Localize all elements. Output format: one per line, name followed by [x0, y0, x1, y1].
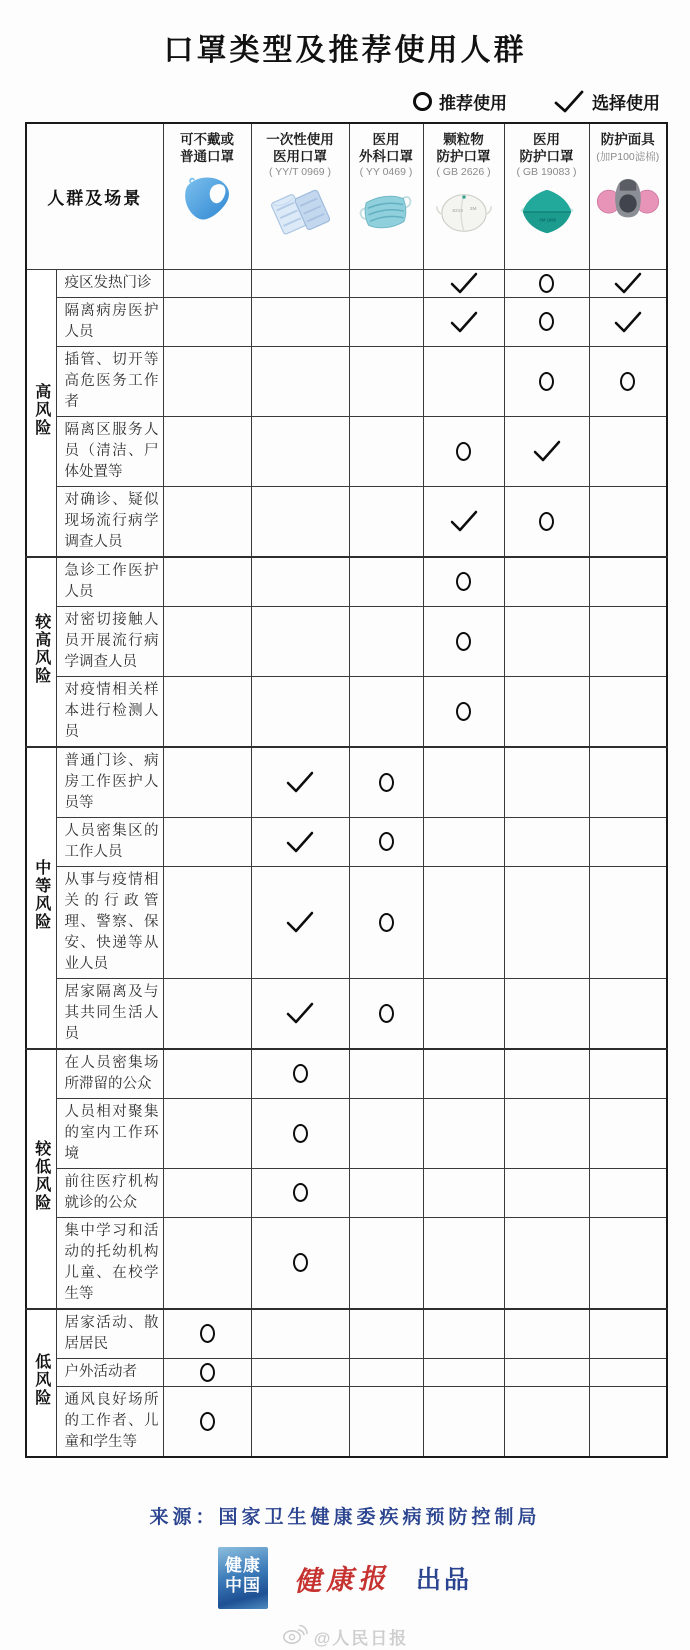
recommended-circle-icon	[293, 1124, 308, 1143]
mark-cell	[349, 676, 423, 747]
table-row	[26, 297, 667, 346]
mark-cell	[163, 866, 251, 978]
risk-group-text: 低风险	[32, 1353, 50, 1407]
table-row	[26, 346, 667, 416]
recommended-circle-icon	[456, 442, 471, 461]
mask-table-wrap	[25, 122, 666, 1458]
mark-cell	[251, 1049, 349, 1099]
mark-cell	[504, 346, 589, 416]
mark-cell	[349, 1358, 423, 1386]
surgical-mask-image	[356, 185, 416, 239]
mark-cell	[163, 297, 251, 346]
optional-check-icon	[532, 442, 562, 459]
column-mask-image-wrap	[165, 170, 250, 228]
risk-group-label-4	[26, 1309, 56, 1457]
column-title-line: 一次性使用	[266, 132, 334, 147]
mark-cell	[504, 1217, 589, 1309]
corner-header: 人群及场景	[26, 123, 163, 269]
mark-cell	[163, 606, 251, 676]
scenario-cell: 人员密集区的工作人员	[56, 817, 163, 866]
mark-cell	[589, 486, 667, 557]
mark-cell	[251, 1098, 349, 1168]
mark-cell	[251, 416, 349, 486]
scenario-cell: 居家隔离及与其共同生活人员	[56, 978, 163, 1049]
mark-cell	[589, 269, 667, 297]
mark-cell	[163, 1049, 251, 1099]
column-title-line: 防护面具	[600, 132, 655, 147]
recommended-circle-icon	[413, 92, 432, 111]
scenario-cell: 急诊工作医护人员	[56, 557, 163, 607]
mark-cell	[349, 557, 423, 607]
column-standard: ( YY/T 0969 )	[268, 166, 332, 178]
scenario-cell: 对确诊、疑似现场流行病学调查人员	[56, 486, 163, 557]
mark-cell	[251, 676, 349, 747]
mark-cell	[163, 1386, 251, 1457]
column-title-line: 医用口罩	[273, 149, 327, 164]
weibo-icon	[282, 1623, 308, 1650]
column-title-line: 普通口罩	[180, 149, 234, 164]
mark-cell	[589, 346, 667, 416]
risk-group-text: 高风险	[32, 383, 50, 437]
mark-cell	[251, 557, 349, 607]
scenario-cell: 对密切接触人员开展流行病学调查人员	[56, 606, 163, 676]
table-row	[26, 1098, 667, 1168]
recommended-circle-icon	[293, 1064, 308, 1083]
mark-cell	[251, 606, 349, 676]
recommended-circle-icon	[379, 913, 394, 932]
mark-cell	[423, 1358, 504, 1386]
health-china-logo: 健康中国	[218, 1547, 268, 1609]
mark-cell	[589, 557, 667, 607]
column-header-cloth-mask	[163, 123, 251, 269]
mark-cell	[251, 297, 349, 346]
table-row	[26, 416, 667, 486]
mark-cell	[251, 747, 349, 818]
recommended-circle-icon	[539, 512, 554, 531]
mark-cell	[423, 269, 504, 297]
table-row	[26, 676, 667, 747]
mark-cell	[423, 817, 504, 866]
column-title	[253, 131, 348, 165]
mark-cell	[349, 1386, 423, 1457]
scenario-cell: 从事与疫情相关的行政管理、警察、保安、快递等从业人员	[56, 866, 163, 978]
optional-check-icon	[285, 773, 315, 790]
column-title-line: 颗粒物	[443, 132, 484, 147]
mark-cell	[589, 1049, 667, 1099]
table-row	[26, 747, 667, 818]
scenario-cell: 对疫情相关样本进行检测人员	[56, 676, 163, 747]
mark-cell	[589, 866, 667, 978]
table-row	[26, 1386, 667, 1457]
mark-cell	[504, 1358, 589, 1386]
particulate-respirator-image	[433, 185, 495, 239]
scenario-cell: 普通门诊、病房工作医护人员等	[56, 747, 163, 818]
column-title-line: 防护口罩	[436, 149, 491, 164]
mark-cell	[251, 1358, 349, 1386]
mark-cell	[589, 416, 667, 486]
mark-cell	[589, 676, 667, 747]
table-row	[26, 866, 667, 978]
mark-cell	[163, 1217, 251, 1309]
mark-cell	[423, 416, 504, 486]
recommended-circle-icon	[456, 632, 471, 651]
scenario-cell: 前往医疗机构就诊的公众	[56, 1168, 163, 1217]
mark-cell	[504, 1049, 589, 1099]
legend-optional	[553, 89, 660, 114]
table-row	[26, 557, 667, 607]
mark-cell	[163, 1358, 251, 1386]
mark-cell	[349, 1309, 423, 1359]
mark-cell	[589, 297, 667, 346]
recommended-circle-icon	[539, 312, 554, 331]
mark-cell	[423, 606, 504, 676]
mark-cell	[163, 1168, 251, 1217]
mark-cell	[251, 1386, 349, 1457]
mark-cell	[349, 486, 423, 557]
mark-cell	[589, 1168, 667, 1217]
column-mask-image-wrap	[351, 183, 422, 241]
recommended-circle-icon	[620, 372, 635, 391]
scenario-cell: 隔离区服务人员（清洁、尸体处置等	[56, 416, 163, 486]
optional-check-icon	[449, 313, 479, 330]
mark-cell	[163, 978, 251, 1049]
recommended-circle-icon	[456, 572, 471, 591]
disposable-medical-mask-image	[267, 185, 333, 239]
table-row	[26, 1217, 667, 1309]
footer-logos	[0, 1547, 690, 1609]
mark-cell	[423, 747, 504, 818]
mark-cell	[251, 346, 349, 416]
mark-cell	[349, 297, 423, 346]
mark-cell	[589, 978, 667, 1049]
table-header-row	[26, 123, 667, 269]
mark-cell	[349, 978, 423, 1049]
column-header-disposable-medical-mask	[251, 123, 349, 269]
mark-cell	[163, 1309, 251, 1359]
recommended-circle-icon	[379, 1004, 394, 1023]
table-row	[26, 817, 667, 866]
mark-cell	[504, 747, 589, 818]
mark-cell	[349, 1098, 423, 1168]
optional-check-icon	[613, 274, 643, 291]
scenario-cell: 隔离病房医护人员	[56, 297, 163, 346]
column-mask-image-wrap	[506, 183, 588, 241]
cloth-mask-image	[178, 172, 236, 226]
mark-cell	[163, 747, 251, 818]
risk-group-label-0	[26, 269, 56, 557]
mark-cell	[349, 269, 423, 297]
mark-cell	[423, 978, 504, 1049]
mark-cell	[423, 297, 504, 346]
column-header-protective-facepiece	[589, 123, 667, 269]
mark-cell	[504, 606, 589, 676]
risk-group-label-2	[26, 747, 56, 1049]
mark-cell	[423, 676, 504, 747]
optional-check-icon	[553, 89, 585, 114]
mark-cell	[423, 1309, 504, 1359]
mark-cell	[589, 1098, 667, 1168]
recommended-circle-icon	[293, 1253, 308, 1272]
mark-cell	[589, 817, 667, 866]
table-row	[26, 1358, 667, 1386]
mark-cell	[504, 676, 589, 747]
column-standard: ( GB 2626 )	[436, 166, 491, 178]
optional-check-icon	[285, 833, 315, 850]
mask-table	[25, 122, 668, 1458]
mark-cell	[251, 1217, 349, 1309]
svg-text:3M 1860: 3M 1860	[538, 217, 556, 223]
column-title	[425, 131, 503, 165]
recommended-circle-icon	[293, 1183, 308, 1202]
mark-cell	[504, 817, 589, 866]
mark-cell	[163, 1098, 251, 1168]
protective-facepiece-image	[596, 171, 660, 225]
column-title	[351, 131, 422, 165]
risk-group-text: 中等风险	[32, 859, 50, 931]
mark-cell	[504, 269, 589, 297]
produced-label: 出品	[415, 1565, 472, 1594]
mark-cell	[504, 1098, 589, 1168]
legend	[0, 89, 660, 114]
mark-cell	[349, 606, 423, 676]
table-row	[26, 1049, 667, 1099]
mark-cell	[589, 747, 667, 818]
source-line: 来源：国家卫生健康委疾病预防控制局	[149, 1506, 541, 1528]
weibo-handle: @人民日报	[313, 1628, 409, 1648]
recommended-circle-icon	[539, 274, 554, 293]
recommended-circle-icon	[200, 1363, 215, 1382]
scenario-cell: 户外活动者	[56, 1358, 163, 1386]
mark-cell	[163, 416, 251, 486]
mark-cell	[504, 866, 589, 978]
svg-text:8210: 8210	[451, 209, 463, 214]
scenario-cell: 在人员密集场所滞留的公众	[56, 1049, 163, 1099]
column-title-line: 防护口罩	[519, 149, 574, 164]
mark-cell	[589, 1217, 667, 1309]
mark-cell	[251, 1309, 349, 1359]
column-title	[506, 131, 588, 165]
mark-cell	[163, 346, 251, 416]
table-row	[26, 269, 667, 297]
risk-group-label-3	[26, 1049, 56, 1309]
svg-text:3M: 3M	[469, 207, 476, 213]
column-header-surgical-mask	[349, 123, 423, 269]
recommended-circle-icon	[379, 773, 394, 792]
mark-cell	[423, 1168, 504, 1217]
mark-cell	[251, 978, 349, 1049]
mark-cell	[423, 1098, 504, 1168]
mark-cell	[589, 1309, 667, 1359]
column-mask-image-wrap	[591, 169, 666, 227]
mark-cell	[163, 817, 251, 866]
mark-cell	[423, 1049, 504, 1099]
column-header-medical-protective-mask	[504, 123, 589, 269]
column-header-particulate-respirator	[423, 123, 504, 269]
mark-cell	[589, 1358, 667, 1386]
mark-cell	[251, 866, 349, 978]
optional-check-icon	[285, 1004, 315, 1021]
optional-check-icon	[285, 913, 315, 930]
mark-cell	[251, 817, 349, 866]
recommended-circle-icon	[539, 372, 554, 391]
mark-cell	[349, 416, 423, 486]
recommended-circle-icon	[379, 832, 394, 851]
column-standard: ( YY 0469 )	[359, 166, 413, 178]
mark-cell	[423, 866, 504, 978]
scenario-cell: 通风良好场所的工作者、儿童和学生等	[56, 1386, 163, 1457]
column-title-line: 外科口罩	[359, 149, 413, 164]
column-title	[165, 131, 250, 165]
mark-cell	[423, 486, 504, 557]
recommended-circle-icon	[200, 1324, 215, 1343]
scenario-cell: 集中学习和活动的托幼机构儿童、在校学生等	[56, 1217, 163, 1309]
health-news-logo: 健康报	[293, 1563, 391, 1597]
mark-cell	[423, 557, 504, 607]
mark-cell	[251, 1168, 349, 1217]
recommended-circle-icon	[200, 1412, 215, 1431]
mark-cell	[423, 1217, 504, 1309]
mark-cell	[504, 1168, 589, 1217]
mark-cell	[349, 866, 423, 978]
mark-cell	[163, 676, 251, 747]
column-mask-image-wrap	[425, 183, 503, 241]
mark-cell	[163, 269, 251, 297]
optional-check-icon	[449, 512, 479, 529]
scenario-cell: 插管、切开等高危医务工作者	[56, 346, 163, 416]
mark-cell	[349, 1168, 423, 1217]
table-row	[26, 1309, 667, 1359]
mark-cell	[504, 1309, 589, 1359]
mark-cell	[423, 1386, 504, 1457]
optional-check-icon	[613, 313, 643, 330]
column-title-line: 可不戴或	[180, 132, 234, 147]
mark-cell	[504, 486, 589, 557]
column-standard: ( GB 19083 )	[516, 166, 577, 178]
mark-cell	[504, 297, 589, 346]
mark-cell	[349, 1217, 423, 1309]
table-row	[26, 606, 667, 676]
column-mask-image-wrap	[253, 183, 348, 241]
risk-group-text: 较低风险	[32, 1140, 50, 1212]
mark-cell	[251, 486, 349, 557]
table-row	[26, 1168, 667, 1217]
mark-cell	[163, 486, 251, 557]
mark-cell	[423, 346, 504, 416]
scenario-cell: 人员相对聚集的室内工作环境	[56, 1098, 163, 1168]
weibo-watermark	[0, 1623, 690, 1650]
table-row	[26, 978, 667, 1049]
mark-cell	[504, 978, 589, 1049]
column-title-line: 医用	[372, 132, 400, 147]
mark-cell	[163, 557, 251, 607]
scenario-cell: 疫区发热门诊	[56, 269, 163, 297]
table-row	[26, 486, 667, 557]
legend-recommended-label: 推荐使用	[439, 94, 507, 113]
mark-cell	[349, 1049, 423, 1099]
mark-cell	[504, 1386, 589, 1457]
mark-cell	[349, 817, 423, 866]
recommended-circle-icon	[456, 702, 471, 721]
legend-recommended	[413, 89, 507, 114]
mark-cell	[349, 747, 423, 818]
optional-check-icon	[449, 274, 479, 291]
mark-cell	[251, 269, 349, 297]
risk-group-label-1	[26, 557, 56, 747]
mark-cell	[504, 557, 589, 607]
mark-cell	[589, 606, 667, 676]
medical-protective-mask-image	[516, 185, 578, 239]
column-title-line: 医用	[533, 132, 560, 147]
legend-optional-label: 选择使用	[592, 94, 660, 113]
mark-cell	[504, 416, 589, 486]
mark-cell	[589, 1386, 667, 1457]
page-title: 口罩类型及推荐使用人群	[163, 34, 527, 67]
column-standard: (加P100滤棉)	[596, 151, 660, 163]
risk-group-text: 较高风险	[32, 613, 50, 685]
column-title	[591, 131, 666, 148]
scenario-cell: 居家活动、散居居民	[56, 1309, 163, 1359]
mark-cell	[349, 346, 423, 416]
